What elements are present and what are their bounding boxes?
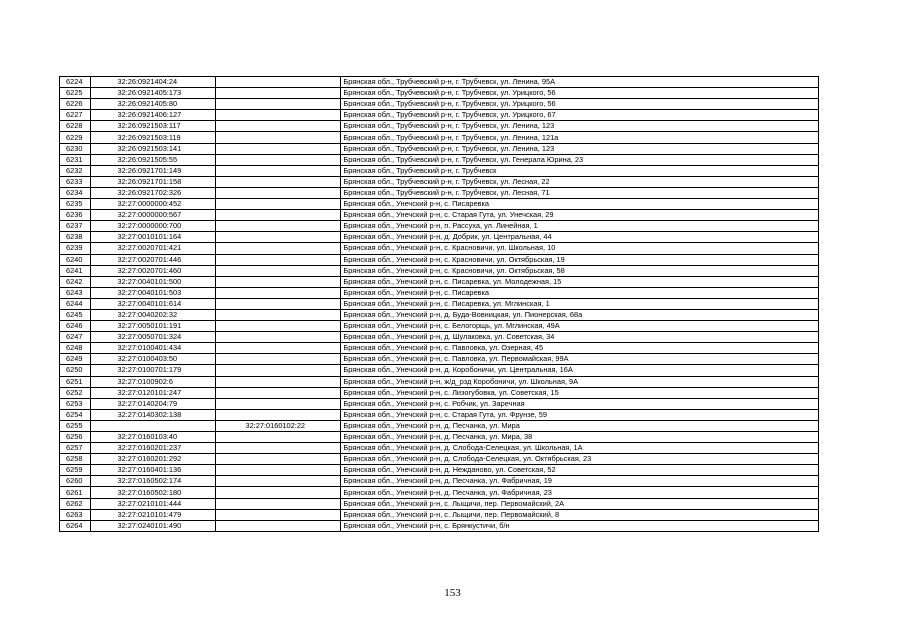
cadastral-number-cell: 32:27:0050701:324 [91, 332, 216, 343]
row-number-cell: 6249 [60, 354, 91, 365]
table-row [60, 287, 819, 298]
address-cell: Брянская обл., Трубчевский р-н, г. Трубчевск, ул. Ленина, 121а [341, 132, 819, 143]
cadastral-number-alt-cell [216, 443, 341, 454]
table-row [60, 365, 819, 376]
table-row [60, 110, 819, 121]
cadastral-number-cell: 32:27:0120101:247 [91, 387, 216, 398]
address-cell: Брянская обл., Унечский р-н, д. Добрик, ул. Центральная, 44 [341, 232, 819, 243]
address-cell: Брянская обл., Унечский р-н, с. Красновичи, ул. Октябрьская, 19 [341, 254, 819, 265]
cadastral-number-cell: 32:27:0040101:614 [91, 298, 216, 309]
row-number-cell: 6253 [60, 398, 91, 409]
row-number-cell: 6241 [60, 265, 91, 276]
cadastral-number-alt-cell [216, 454, 341, 465]
cadastral-number-cell: 32:26:0921404:24 [91, 77, 216, 88]
cadastral-table [59, 76, 819, 532]
table-row [60, 465, 819, 476]
table-row [60, 420, 819, 431]
cadastral-table-body [60, 77, 819, 532]
cadastral-number-cell: 32:27:0160401:136 [91, 465, 216, 476]
address-cell: Брянская обл., Унечский р-н, д. Слобода-Селецкая, ул. Школьная, 1А [341, 443, 819, 454]
cadastral-number-alt-cell [216, 287, 341, 298]
cadastral-number-cell: 32:26:0921701:149 [91, 165, 216, 176]
address-cell: Брянская обл., Трубчевский р-н, г. Трубчевск, ул. Генерала Юрина, 23 [341, 154, 819, 165]
table-row [60, 77, 819, 88]
row-number-cell: 6230 [60, 143, 91, 154]
cadastral-number-cell: 32:27:0210101:444 [91, 498, 216, 509]
row-number-cell: 6231 [60, 154, 91, 165]
address-cell: Брянская обл., Трубчевский р-н, г. Трубчевск, ул. Лесная, 22 [341, 176, 819, 187]
cadastral-number-alt-cell [216, 332, 341, 343]
cadastral-number-alt-cell [216, 154, 341, 165]
row-number-cell: 6264 [60, 520, 91, 531]
cadastral-number-cell: 32:26:0921701:158 [91, 176, 216, 187]
address-cell: Брянская обл., Унечский р-н, д. Песчанка, ул. Фабричная, 23 [341, 487, 819, 498]
address-cell: Брянская обл., Трубчевский р-н, г. Трубчевск [341, 165, 819, 176]
cadastral-number-cell: 32:27:0000000:452 [91, 199, 216, 210]
address-cell: Брянская обл., Унечский р-н, с. Робчик, ул. Заречная [341, 398, 819, 409]
cadastral-number-alt-cell [216, 276, 341, 287]
address-cell: Брянская обл., Унечский р-н, с. Красновичи, ул. Школьная, 10 [341, 243, 819, 254]
cadastral-number-cell: 32:27:0160502:180 [91, 487, 216, 498]
address-cell: Брянская обл., Унечский р-н, д. Шулаковка, ул. Советская, 34 [341, 332, 819, 343]
address-cell: Брянская обл., Трубчевский р-н, г. Трубчевск, ул. Ленина, 123 [341, 121, 819, 132]
row-number-cell: 6252 [60, 387, 91, 398]
cadastral-number-cell: 32:27:0020701:446 [91, 254, 216, 265]
table-row [60, 398, 819, 409]
row-number-cell: 6251 [60, 376, 91, 387]
row-number-cell: 6225 [60, 88, 91, 99]
cadastral-number-cell: 32:27:0040101:503 [91, 287, 216, 298]
table-row [60, 243, 819, 254]
table-row [60, 232, 819, 243]
cadastral-number-alt-cell [216, 465, 341, 476]
table-row [60, 154, 819, 165]
address-cell: Брянская обл., Унечский р-н, с. Старая Гута, ул. Унечская, 29 [341, 210, 819, 221]
table-row [60, 165, 819, 176]
table-row [60, 265, 819, 276]
table-row [60, 354, 819, 365]
cadastral-number-cell: 32:26:0921405:173 [91, 88, 216, 99]
table-row [60, 88, 819, 99]
table-row [60, 476, 819, 487]
table-row [60, 387, 819, 398]
cadastral-number-alt-cell: 32:27:0160102:22 [216, 420, 341, 431]
cadastral-number-cell: 32:26:0921505:55 [91, 154, 216, 165]
row-number-cell: 6239 [60, 243, 91, 254]
table-row [60, 176, 819, 187]
row-number-cell: 6261 [60, 487, 91, 498]
row-number-cell: 6255 [60, 420, 91, 431]
cadastral-number-alt-cell [216, 187, 341, 198]
cadastral-number-cell: 32:26:0921405:80 [91, 99, 216, 110]
row-number-cell: 6245 [60, 309, 91, 320]
cadastral-number-alt-cell [216, 265, 341, 276]
address-cell: Брянская обл., Унечский р-н, д. Песчанка, ул. Фабричная, 19 [341, 476, 819, 487]
table-row [60, 487, 819, 498]
cadastral-number-cell: 32:26:0921503:117 [91, 121, 216, 132]
row-number-cell: 6243 [60, 287, 91, 298]
cadastral-number-cell: 32:27:0160103:40 [91, 432, 216, 443]
address-cell: Брянская обл., Унечский р-н, с. Красновичи, ул. Октябрьская, 58 [341, 265, 819, 276]
cadastral-number-cell: 32:27:0000000:567 [91, 210, 216, 221]
row-number-cell: 6259 [60, 465, 91, 476]
address-cell: Брянская обл., Унечский р-н, д. Песчанка, ул. Мира, 38 [341, 432, 819, 443]
row-number-cell: 6240 [60, 254, 91, 265]
table-row [60, 121, 819, 132]
row-number-cell: 6236 [60, 210, 91, 221]
cadastral-number-alt-cell [216, 376, 341, 387]
row-number-cell: 6227 [60, 110, 91, 121]
cadastral-number-alt-cell [216, 88, 341, 99]
cadastral-number-cell: 32:27:0160201:237 [91, 443, 216, 454]
row-number-cell: 6226 [60, 99, 91, 110]
row-number-cell: 6258 [60, 454, 91, 465]
cadastral-number-cell: 32:27:0160502:174 [91, 476, 216, 487]
cadastral-number-cell: 32:27:0020701:421 [91, 243, 216, 254]
table-row [60, 254, 819, 265]
cadastral-number-alt-cell [216, 354, 341, 365]
row-number-cell: 6242 [60, 276, 91, 287]
address-cell: Брянская обл., Унечский р-н, д. Коробоничи, ул. Центральная, 16А [341, 365, 819, 376]
address-cell: Брянская обл., Трубчевский р-н, г. Трубчевск, ул. Ленина, 123 [341, 143, 819, 154]
cadastral-number-alt-cell [216, 498, 341, 509]
row-number-cell: 6235 [60, 199, 91, 210]
address-cell: Брянская обл., Унечский р-н, с. Лыщичи, пер. Первомайский, 2А [341, 498, 819, 509]
table-row [60, 210, 819, 221]
table-row [60, 343, 819, 354]
cadastral-number-alt-cell [216, 520, 341, 531]
row-number-cell: 6228 [60, 121, 91, 132]
cadastral-number-cell: 32:27:0010101:164 [91, 232, 216, 243]
table-row [60, 332, 819, 343]
cadastral-number-cell: 32:27:0100701:179 [91, 365, 216, 376]
address-cell: Брянская обл., Унечский р-н, ж/д_рзд Коробоничи, ул. Школьная, 9А [341, 376, 819, 387]
row-number-cell: 6246 [60, 321, 91, 332]
address-cell: Брянская обл., Унечский р-н, с. Белогорщь, ул. Мглинская, 49А [341, 321, 819, 332]
cadastral-number-alt-cell [216, 509, 341, 520]
cadastral-number-alt-cell [216, 132, 341, 143]
cadastral-number-alt-cell [216, 199, 341, 210]
row-number-cell: 6260 [60, 476, 91, 487]
cadastral-number-alt-cell [216, 365, 341, 376]
address-cell: Брянская обл., Трубчевский р-н, г. Трубчевск, ул. Ленина, 95А [341, 77, 819, 88]
cadastral-number-alt-cell [216, 143, 341, 154]
cadastral-number-alt-cell [216, 77, 341, 88]
cadastral-number-cell: 32:27:0100403:50 [91, 354, 216, 365]
cadastral-number-cell: 32:27:0050101:191 [91, 321, 216, 332]
address-cell: Брянская обл., Унечский р-н, с. Писаревка, ул. Молодежная, 15 [341, 276, 819, 287]
row-number-cell: 6257 [60, 443, 91, 454]
address-cell: Брянская обл., Унечский р-н, с. Павловка, ул. Озерная, 45 [341, 343, 819, 354]
cadastral-number-alt-cell [216, 243, 341, 254]
address-cell: Брянская обл., Трубчевский р-н, г. Трубчевск, ул. Урицкого, 67 [341, 110, 819, 121]
cadastral-number-cell [91, 420, 216, 431]
cadastral-number-alt-cell [216, 210, 341, 221]
table-row [60, 309, 819, 320]
cadastral-number-alt-cell [216, 99, 341, 110]
row-number-cell: 6256 [60, 432, 91, 443]
cadastral-number-alt-cell [216, 432, 341, 443]
row-number-cell: 6229 [60, 132, 91, 143]
row-number-cell: 6263 [60, 509, 91, 520]
address-cell: Брянская обл., Унечский р-н, с. Лизогубовка, ул. Советская, 15 [341, 387, 819, 398]
cadastral-number-alt-cell [216, 476, 341, 487]
address-cell: Брянская обл., Унечский р-н, с. Писаревка, ул. Мглинская, 1 [341, 298, 819, 309]
cadastral-number-cell: 32:27:0140302:138 [91, 409, 216, 420]
address-cell: Брянская обл., Унечский р-н, п. Рассуха, ул. Линейная, 1 [341, 221, 819, 232]
cadastral-number-alt-cell [216, 221, 341, 232]
row-number-cell: 6250 [60, 365, 91, 376]
row-number-cell: 6224 [60, 77, 91, 88]
table-row [60, 276, 819, 287]
cadastral-number-cell: 32:27:0000000:700 [91, 221, 216, 232]
cadastral-number-alt-cell [216, 398, 341, 409]
address-cell: Брянская обл., Унечский р-н, д. Слобода-Селецкая, ул. Октябрьская, 23 [341, 454, 819, 465]
cadastral-number-alt-cell [216, 298, 341, 309]
table-row [60, 520, 819, 531]
cadastral-number-cell: 32:27:0210101:479 [91, 509, 216, 520]
cadastral-number-alt-cell [216, 309, 341, 320]
address-cell: Брянская обл., Унечский р-н, с. Писаревка [341, 199, 819, 210]
table-row [60, 376, 819, 387]
cadastral-number-cell: 32:27:0160201:292 [91, 454, 216, 465]
table-row [60, 321, 819, 332]
address-cell: Брянская обл., Унечский р-н, д. Песчанка, ул. Мира [341, 420, 819, 431]
row-number-cell: 6247 [60, 332, 91, 343]
address-cell: Брянская обл., Унечский р-н, с. Павловка, ул. Первомайская, 99А [341, 354, 819, 365]
cadastral-number-cell: 32:27:0100902:6 [91, 376, 216, 387]
cadastral-number-cell: 32:27:0020701:460 [91, 265, 216, 276]
table-row [60, 509, 819, 520]
cadastral-number-alt-cell [216, 176, 341, 187]
table-row [60, 187, 819, 198]
row-number-cell: 6248 [60, 343, 91, 354]
table-row [60, 199, 819, 210]
cadastral-number-cell: 32:26:0921503:141 [91, 143, 216, 154]
row-number-cell: 6254 [60, 409, 91, 420]
address-cell: Брянская обл., Трубчевский р-н, г. Трубчевск, ул. Урицкого, 56 [341, 88, 819, 99]
cadastral-number-alt-cell [216, 232, 341, 243]
table-row [60, 409, 819, 420]
address-cell: Брянская обл., Трубчевский р-н, г. Трубчевск, ул. Урицкого, 56 [341, 99, 819, 110]
row-number-cell: 6262 [60, 498, 91, 509]
table-row [60, 454, 819, 465]
address-cell: Брянская обл., Унечский р-н, с. Лыщичи, пер. Первомайский, 8 [341, 509, 819, 520]
row-number-cell: 6234 [60, 187, 91, 198]
cadastral-number-alt-cell [216, 121, 341, 132]
table-row [60, 132, 819, 143]
address-cell: Брянская обл., Трубчевский р-н, г. Трубчевск, ул. Лесная, 71 [341, 187, 819, 198]
address-cell: Брянская обл., Унечский р-н, д. Буда-Вовницкая, ул. Пионерская, 68а [341, 309, 819, 320]
address-cell: Брянская обл., Унечский р-н, с. Писаревка [341, 287, 819, 298]
row-number-cell: 6233 [60, 176, 91, 187]
row-number-cell: 6232 [60, 165, 91, 176]
row-number-cell: 6238 [60, 232, 91, 243]
table-row [60, 99, 819, 110]
row-number-cell: 6237 [60, 221, 91, 232]
table-row [60, 498, 819, 509]
table-row [60, 443, 819, 454]
cadastral-number-cell: 32:27:0240101:490 [91, 520, 216, 531]
cadastral-number-cell: 32:26:0921406:127 [91, 110, 216, 121]
table-row [60, 432, 819, 443]
address-cell: Брянская обл., Унечский р-н, с. Старая Гута, ул. Фрунзе, 59 [341, 409, 819, 420]
cadastral-number-cell: 32:26:0921503:119 [91, 132, 216, 143]
cadastral-number-cell: 32:27:0040202:32 [91, 309, 216, 320]
cadastral-number-cell: 32:27:0040101:500 [91, 276, 216, 287]
cadastral-number-alt-cell [216, 321, 341, 332]
address-cell: Брянская обл., Унечский р-н, д. Нежданово, ул. Советская, 52 [341, 465, 819, 476]
table-row [60, 143, 819, 154]
address-cell: Брянская обл., Унечский р-н, с. Брянкустичи, б/н [341, 520, 819, 531]
cadastral-number-cell: 32:26:0921702:326 [91, 187, 216, 198]
cadastral-number-cell: 32:27:0140204:79 [91, 398, 216, 409]
page-number: 153 [444, 587, 461, 599]
cadastral-number-alt-cell [216, 254, 341, 265]
row-number-cell: 6244 [60, 298, 91, 309]
cadastral-number-alt-cell [216, 110, 341, 121]
cadastral-number-alt-cell [216, 165, 341, 176]
cadastral-number-alt-cell [216, 387, 341, 398]
cadastral-number-cell: 32:27:0100401:434 [91, 343, 216, 354]
table-row [60, 298, 819, 309]
cadastral-number-alt-cell [216, 487, 341, 498]
cadastral-number-alt-cell [216, 343, 341, 354]
cadastral-number-alt-cell [216, 409, 341, 420]
table-row [60, 221, 819, 232]
